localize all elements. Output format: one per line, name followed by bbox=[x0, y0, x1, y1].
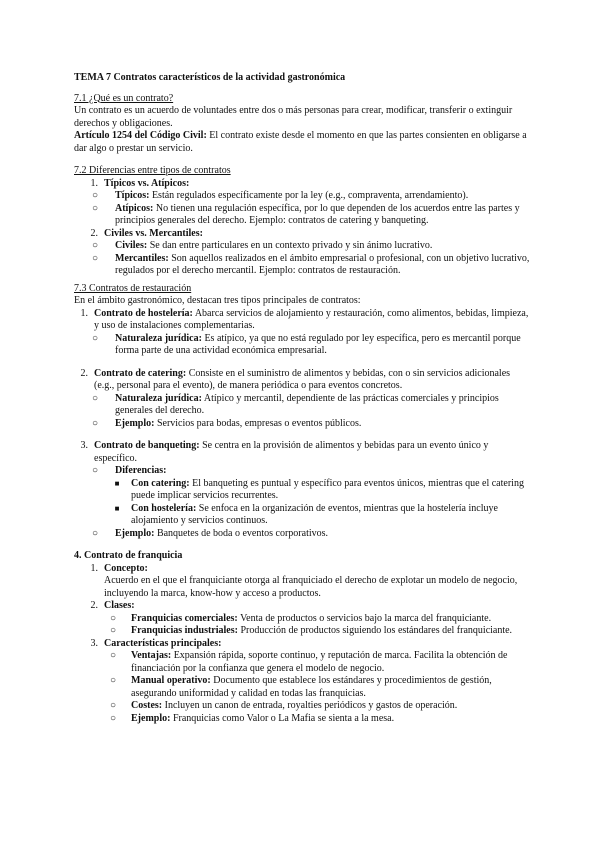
circle-bullet-icon: ○ bbox=[91, 417, 99, 429]
list-item-text: Producción de productos siguiendo los estándares del franquiciante. bbox=[237, 625, 513, 636]
list-number: 2. bbox=[90, 227, 98, 239]
list-item-label: Diferencias: bbox=[115, 465, 167, 476]
list-number: 3. bbox=[90, 637, 98, 649]
list-item-label: Franquicias industriales: bbox=[131, 625, 238, 636]
list-item-label: Naturaleza jurídica: bbox=[115, 332, 202, 344]
square-bullet-icon: ■ bbox=[114, 503, 120, 513]
list-item-label: Concepto: bbox=[104, 562, 148, 574]
list-item-text: El banqueting es puntual y específico para eventos únicos, mientras que el catering puede implicar servicios recurrentes. bbox=[131, 477, 524, 501]
list-item-text: Banquetes de boda o eventos corporativos. bbox=[154, 527, 329, 539]
list-item bbox=[74, 563, 532, 576]
list-number: 1. bbox=[80, 307, 88, 319]
circle-bullet-icon: ○ bbox=[109, 650, 117, 661]
list-item-label: Atípicos: bbox=[115, 202, 154, 214]
list-item-label: Clases: bbox=[104, 600, 135, 611]
list-item-text: Son aquellos realizados en el ámbito empresarial o profesional, con un objetivo lucrativo, regulados por el derecho mercantil. Ejemplo: contratos de restauración. bbox=[115, 252, 530, 276]
list-item-label: Características principales: bbox=[104, 637, 222, 649]
article-text: El contrato existe desde el momento en que las partes consienten en obligarse a dar algo o prestar un servicio. bbox=[74, 130, 527, 154]
list-item bbox=[74, 613, 532, 626]
list-item-text: Es atípico, ya que no está regulado por ley específica, pero es mercantil porque forma parte de una actividad económica empresarial. bbox=[115, 332, 521, 356]
list-item bbox=[74, 308, 532, 333]
list-item-label: Ejemplo: bbox=[115, 527, 155, 539]
list-item-text: Abarca servicios de alojamiento y restauración, como alimentos, bebidas, limpieza, y uso de instalaciones complementarias. bbox=[94, 307, 529, 331]
list-item bbox=[74, 600, 532, 613]
document-page bbox=[74, 72, 532, 725]
list-item bbox=[74, 478, 532, 503]
list-item-text: Se enfoca en la organización de eventos, mientras que la hostelería incluye alojamiento y servicios continuos. bbox=[131, 502, 498, 526]
list-item-label: Contrato de banqueting: bbox=[94, 440, 200, 451]
list-item-text: Franquicias como Valor o La Mafia se sienta a la mesa. bbox=[170, 712, 395, 724]
list-item-text: No tienen una regulación específica, por lo que dependen de los acuerdos entre las partes y principios generales del derecho. Ejemplo: contratos de catering y banqueting. bbox=[115, 202, 520, 226]
list-number: 1. bbox=[90, 562, 98, 574]
list-number: 2. bbox=[80, 367, 88, 379]
list-item-label: Costes: bbox=[131, 700, 163, 711]
list-item bbox=[74, 675, 532, 700]
circle-bullet-icon: ○ bbox=[91, 240, 99, 251]
list-item bbox=[74, 190, 532, 203]
document-title: TEMA 7 Contratos característicos de la actividad gastronómica bbox=[74, 72, 346, 83]
article-1254-paragraph bbox=[74, 130, 532, 155]
circle-bullet-icon: ○ bbox=[109, 675, 117, 686]
list-item-text: Venta de productos o servicios bajo la marca del franquiciante. bbox=[237, 612, 492, 624]
list-item-label: Ejemplo: bbox=[131, 712, 171, 724]
list-item-label: Ejemplo: bbox=[115, 417, 155, 429]
list-item bbox=[74, 393, 532, 418]
list-item-label: Contrato de hostelería: bbox=[94, 307, 193, 319]
list-item bbox=[74, 333, 532, 358]
list-item bbox=[74, 440, 532, 465]
list-item bbox=[74, 465, 532, 478]
list-item-text: Documento que establece los estándares y procedimientos de gestión, asegurando uniformidad y calidad en todas las franquicias. bbox=[131, 675, 492, 699]
square-bullet-icon: ■ bbox=[114, 478, 120, 488]
list-item-label: Civiles vs. Mercantiles: bbox=[104, 227, 203, 239]
list-item-text: Consiste en el suministro de alimentos y bebidas, con o sin servicios adicionales (e.g., personal para el evento), de manera periódica o para eventos concretos. bbox=[94, 367, 511, 391]
list-item bbox=[74, 203, 532, 228]
list-item bbox=[74, 228, 532, 241]
list-number: 2. bbox=[90, 600, 98, 611]
circle-bullet-icon: ○ bbox=[109, 700, 117, 711]
circle-bullet-icon: ○ bbox=[91, 392, 99, 404]
section-heading-7-1: 7.1 ¿Qué es un contrato? bbox=[74, 92, 174, 104]
list-item bbox=[74, 240, 532, 253]
list-item-label: Mercantiles: bbox=[115, 252, 169, 264]
list-item-text: Están regulados específicamente por la ley (e.g., compraventa, arrendamiento). bbox=[149, 190, 469, 201]
list-item-text: Se dan entre particulares en un contexto privado y sin ánimo lucrativo. bbox=[147, 240, 433, 251]
list-item-text: Servicios para bodas, empresas o eventos públicos. bbox=[154, 417, 362, 429]
section-intro: En el ámbito gastronómico, destacan tres tipos principales de contratos: bbox=[74, 295, 361, 306]
list-item bbox=[74, 178, 532, 191]
list-number: 1. bbox=[90, 177, 98, 189]
list-item bbox=[74, 713, 532, 726]
list-item bbox=[74, 700, 532, 713]
list-item bbox=[74, 368, 532, 393]
list-item bbox=[74, 253, 532, 278]
circle-bullet-icon: ○ bbox=[91, 252, 99, 264]
section-heading-7-3: 7.3 Contratos de restauración bbox=[74, 282, 192, 294]
list-item-label: Con catering: bbox=[131, 477, 190, 489]
list-item-label: Ventajas: bbox=[131, 650, 172, 661]
circle-bullet-icon: ○ bbox=[109, 712, 117, 724]
list-item bbox=[74, 418, 532, 431]
list-item-label: Manual operativo: bbox=[131, 675, 211, 686]
list-item-text: Atípico y mercantil, dependiente de las prácticas comerciales y principios generales del derecho. bbox=[115, 392, 499, 416]
list-item-label: Civiles: bbox=[115, 240, 148, 251]
list-item-label: Naturaleza jurídica: bbox=[115, 392, 202, 404]
list-item bbox=[74, 625, 532, 638]
circle-bullet-icon: ○ bbox=[91, 202, 99, 214]
list-item-label: Contrato de catering: bbox=[94, 367, 187, 379]
list-item-text: Se centra en la provisión de alimentos y bebidas para un evento único y específico. bbox=[94, 440, 489, 464]
list-item bbox=[74, 650, 532, 675]
article-label: Artículo 1254 del Código Civil: bbox=[74, 130, 207, 141]
list-item-label: Típicos: bbox=[115, 190, 150, 201]
list-item-label: Franquicias comerciales: bbox=[131, 612, 238, 624]
list-item-label: Contrato de franquicia bbox=[84, 550, 183, 561]
circle-bullet-icon: ○ bbox=[91, 190, 99, 201]
list-item-text: Acuerdo en el que el franquiciante otorga al franquiciado el derecho de explotar un modelo de negocio, incluyendo la marca, know-how y acceso a productos. bbox=[104, 575, 518, 599]
list-item bbox=[74, 503, 532, 528]
list-item-label: Con hostelería: bbox=[131, 502, 197, 514]
list-item bbox=[74, 550, 532, 563]
section-heading-7-2: 7.2 Diferencias entre tipos de contratos bbox=[74, 165, 231, 176]
list-item-text: Expansión rápida, soporte continuo, y reputación de marca. Facilita la obtención de financiación por la confianza que genera el modelo de negocio. bbox=[131, 650, 508, 674]
list-item-label: Típicos vs. Atípicos: bbox=[104, 177, 190, 189]
list-number: 4. bbox=[74, 550, 82, 561]
circle-bullet-icon: ○ bbox=[109, 612, 117, 624]
contract-definition: Un contrato es un acuerdo de voluntades entre dos o más personas para crear, modificar, transferir o extinguir derechos y obligaciones. bbox=[74, 105, 513, 129]
circle-bullet-icon: ○ bbox=[109, 625, 117, 636]
list-item bbox=[74, 638, 532, 651]
list-item bbox=[74, 528, 532, 541]
list-number: 3. bbox=[80, 440, 88, 451]
circle-bullet-icon: ○ bbox=[91, 332, 99, 344]
list-item-text: Incluyen un canon de entrada, royalties periódicos y gastos de operación. bbox=[162, 700, 458, 711]
circle-bullet-icon: ○ bbox=[91, 465, 99, 476]
circle-bullet-icon: ○ bbox=[91, 527, 99, 539]
